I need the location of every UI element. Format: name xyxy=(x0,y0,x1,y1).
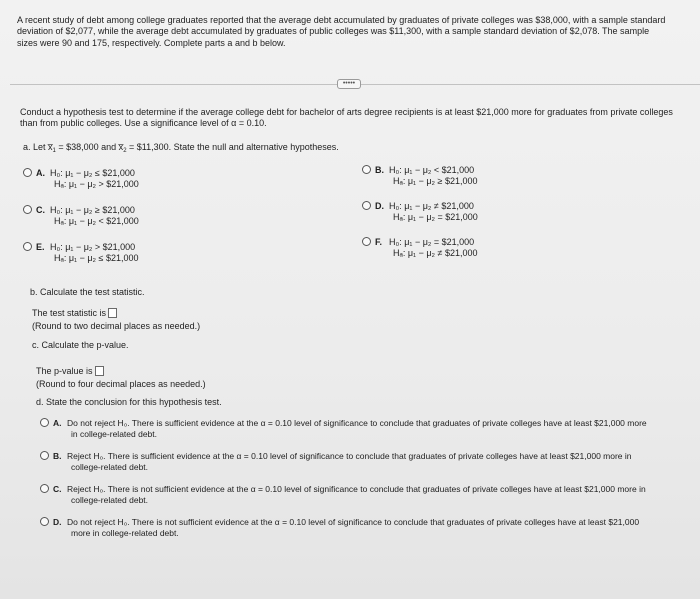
test-statistic-label: The test statistic is xyxy=(32,308,107,318)
radio-button[interactable] xyxy=(362,201,371,210)
part-b-heading: b. Calculate the test statistic. xyxy=(30,287,145,297)
problem-line-2: deviation of $2,077, while the average debt accumulated by graduates of public colleges was $11,300, with a sample standard deviation of $2,078. The sample xyxy=(17,26,650,37)
hypothesis-option-f[interactable]: F. H₀: μ₁ − μ₂ = $21,000 Hₐ: μ₁ − μ₂ ≠ $21,000 xyxy=(362,237,477,260)
hypothesis-option-b[interactable]: B. H₀: μ₁ − μ₂ < $21,000 Hₐ: μ₁ − μ₂ ≥ $21,000 xyxy=(362,165,477,188)
problem-line-1: A recent study of debt among college graduates reported that the average debt accumulated by graduates of private colleges was $38,000, with a sample standard xyxy=(17,15,666,25)
hypothesis-option-e[interactable]: E. H₀: μ₁ − μ₂ > $21,000 Hₐ: μ₁ − μ₂ ≤ $21,000 xyxy=(23,242,138,265)
radio-button[interactable] xyxy=(23,242,32,251)
radio-button[interactable] xyxy=(40,484,49,493)
conclusion-option-a[interactable]: A. Do not reject H₀. There is sufficient evidence at the α = 0.10 level of significance to conclude that graduates of private colleges have at least $21,000 more in college-related debt. xyxy=(40,418,690,439)
question-intro xyxy=(20,107,700,130)
test-statistic-input[interactable] xyxy=(108,308,117,318)
hypothesis-option-d[interactable]: D. H₀: μ₁ − μ₂ ≠ $21,000 Hₐ: μ₁ − μ₂ = $21,000 xyxy=(362,201,478,224)
problem-statement xyxy=(17,15,697,49)
radio-button[interactable] xyxy=(40,451,49,460)
p-value-row xyxy=(36,366,104,377)
test-statistic-row xyxy=(32,308,117,319)
radio-button[interactable] xyxy=(23,168,32,177)
radio-button[interactable] xyxy=(362,165,371,174)
p-value-label: The p-value is xyxy=(36,366,93,376)
conclusion-option-c[interactable]: C. Reject H₀. There is not sufficient evidence at the α = 0.10 level of significance to conclude that graduates of private colleges have at least $21,000 more in college-related debt. xyxy=(40,484,690,505)
conclusion-option-b[interactable]: B. Reject H₀. There is sufficient evidence at the α = 0.10 level of significance to conclude that graduates of private colleges have at least $21,000 more in college-related debt. xyxy=(40,451,690,472)
part-d-heading: d. State the conclusion for this hypothesis test. xyxy=(36,397,222,407)
question-line-1: Conduct a hypothesis test to determine if the average college debt for bachelor of arts degree recipients is at least $21,000 more for graduates from private colleges xyxy=(20,107,673,117)
problem-line-3: sizes were 90 and 175, respectively. Complete parts a and b below. xyxy=(17,37,286,48)
part-b-note: (Round to two decimal places as needed.) xyxy=(32,321,201,331)
p-value-input[interactable] xyxy=(95,366,104,376)
hypothesis-option-a[interactable]: A. H₀: μ₁ − μ₂ ≤ $21,000 Hₐ: μ₁ − μ₂ > $21,000 xyxy=(23,168,139,191)
hypothesis-option-c[interactable]: C. H₀: μ₁ − μ₂ ≥ $21,000 Hₐ: μ₁ − μ₂ < $21,000 xyxy=(23,205,139,228)
radio-button[interactable] xyxy=(40,418,49,427)
question-line-2: than from public colleges. Use a significance level of α = 0.10. xyxy=(20,118,267,129)
radio-button[interactable] xyxy=(23,205,32,214)
radio-button[interactable] xyxy=(362,237,371,246)
part-c-note: (Round to four decimal places as needed.) xyxy=(36,379,206,389)
expand-more-button[interactable]: ••••• xyxy=(337,79,361,89)
part-c-heading: c. Calculate the p-value. xyxy=(32,340,129,350)
radio-button[interactable] xyxy=(40,517,49,526)
conclusion-option-d[interactable]: D. Do not reject H₀. There is not sufficient evidence at the α = 0.10 level of significance to conclude that graduates of private colleges have at least $21,000 more in college-related debt. xyxy=(40,517,690,538)
part-a-prompt: a. Let $x̅_1$ = $38,000 and $x̅_2$ = $11,300. State the null and alternative hypotheses. xyxy=(23,142,339,154)
